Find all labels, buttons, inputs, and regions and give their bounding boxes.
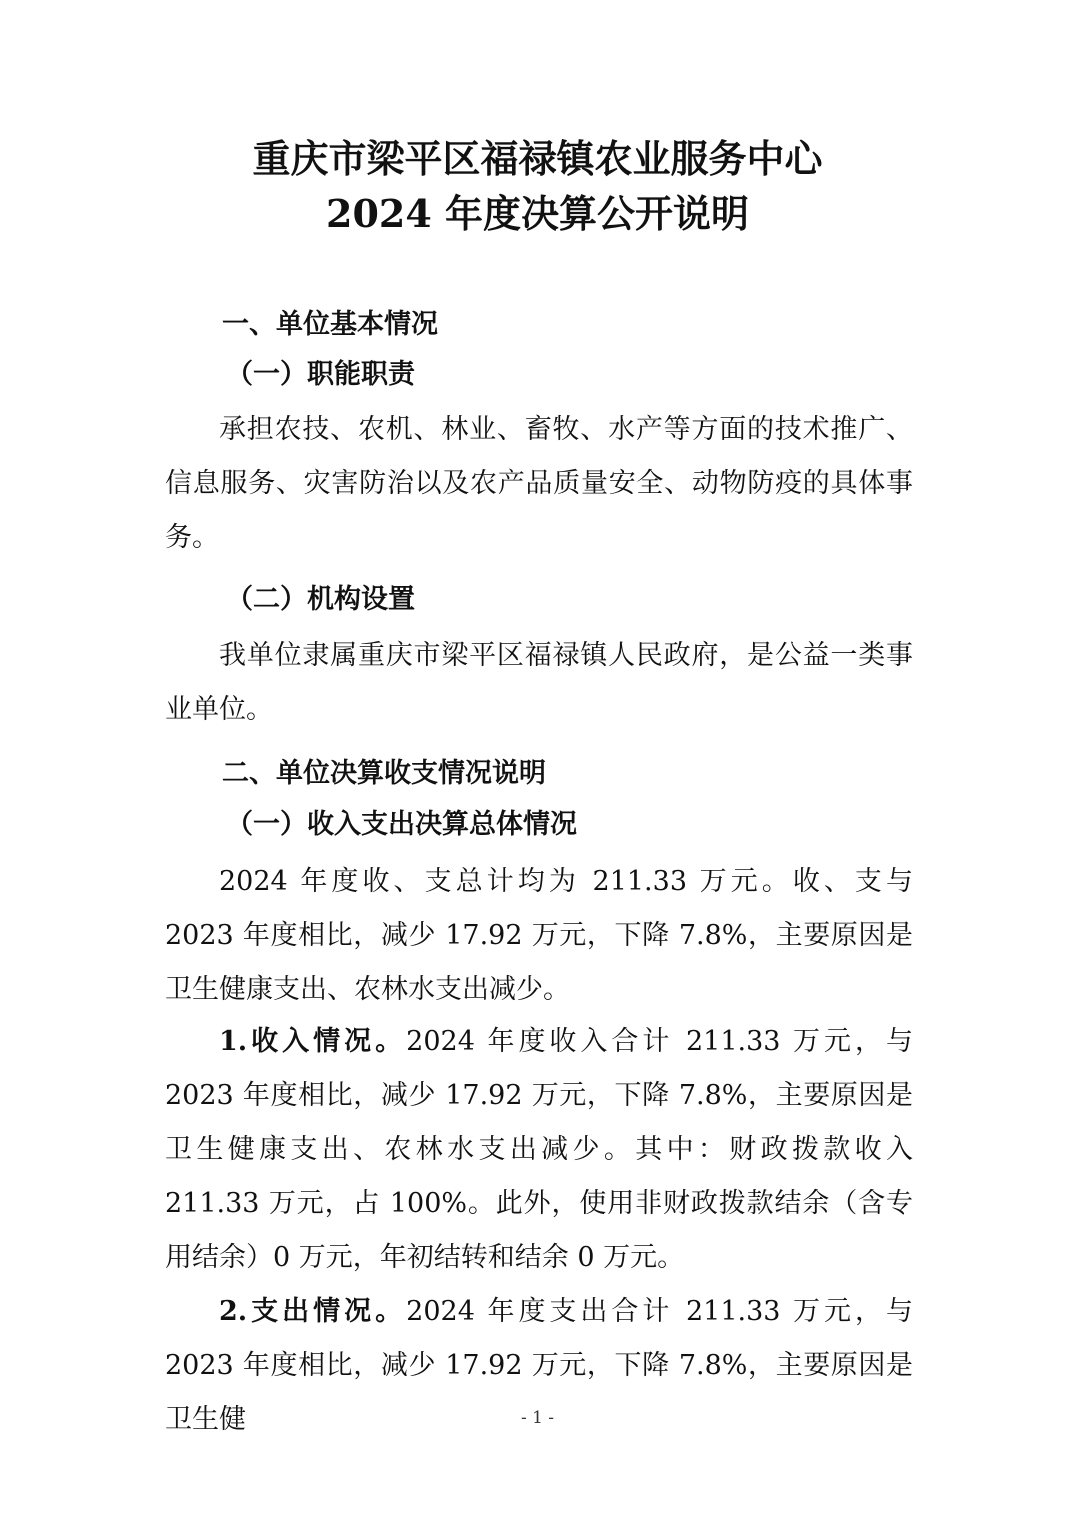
duties-paragraph: 承担农技、农机、林业、畜牧、水产等方面的技术推广、信息服务、灾害防治以及农产品质量安全、动物防疫的具体事务。 bbox=[165, 414, 913, 553]
expense-text: 2024 年度支出合计 211.33 万元，与 2023 年度相比，减少 17.92 万元，下降 7.8%，主要原因是卫生健 bbox=[165, 1296, 914, 1435]
section-2-heading: 二、单位决算收支情况说明 bbox=[222, 758, 546, 789]
section-1-heading: 一、单位基本情况 bbox=[222, 309, 438, 340]
income-text: 2024 年度收入合计 211.33 万元，与 2023 年度相比，减少 17.92 万元，下降 7.8%，主要原因是卫生健康支出、农林水支出减少。其中：财政拨款收入 211.33 万元，占 100%。此外，使用非财政拨款结余（含专用结余）0 万元，年初结转和结余 0 万元。 bbox=[165, 1026, 914, 1273]
income-paragraph bbox=[165, 1015, 913, 1285]
overview-paragraph: 2024 年度收、支总计均为 211.33 万元。收、支与 2023 年度相比，减少 17.92 万元，下降 7.8%，主要原因是卫生健康支出、农林水支出减少。 bbox=[165, 866, 913, 1005]
section-1-sub-2-heading: （二）机构设置 bbox=[226, 584, 415, 615]
document-title-line-2: 2024 年度决算公开说明 bbox=[326, 191, 749, 236]
section-1-sub-1-heading: （一）职能职责 bbox=[226, 359, 415, 390]
page-number: - 1 - bbox=[520, 1408, 555, 1428]
document-title-line-1: 重庆市梁平区福禄镇农业服务中心 bbox=[252, 136, 823, 181]
income-lead: 1.收入情况。 bbox=[219, 1026, 407, 1057]
organization-paragraph: 我单位隶属重庆市梁平区福禄镇人民政府，是公益一类事业单位。 bbox=[165, 640, 913, 725]
expense-lead: 2.支出情况。 bbox=[219, 1296, 407, 1327]
section-2-sub-1-heading: （一）收入支出决算总体情况 bbox=[226, 809, 577, 840]
